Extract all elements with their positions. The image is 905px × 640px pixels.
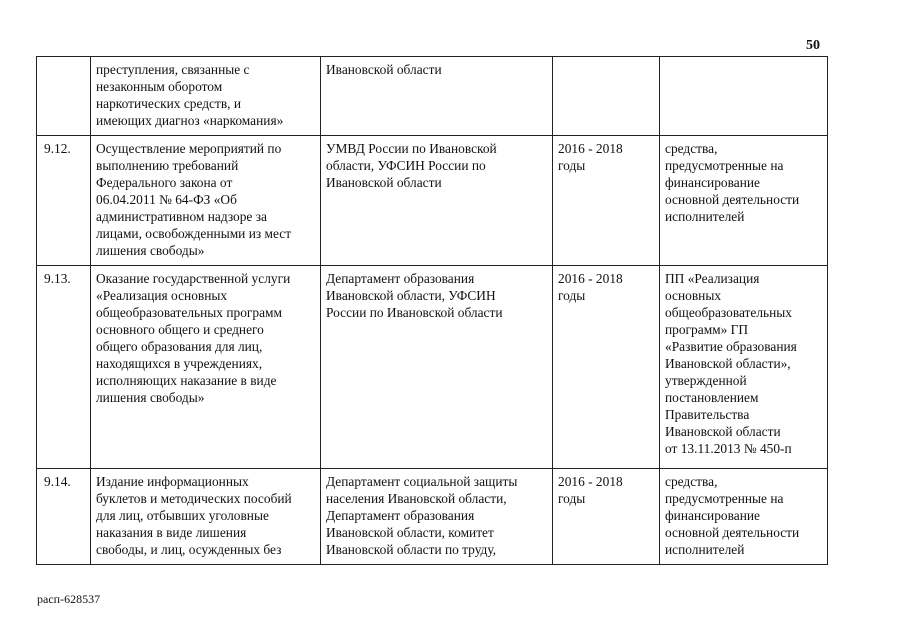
funding-cell: средства, предусмотренные на финансирование основной деятельности исполнителей [660,136,828,266]
activity-cell: Оказание государственной услуги «Реализация основных общеобразовательных программ основного общего и среднего общего образования для лиц, находящихся в учреждениях, исполняющих наказание в виде лишения свободы» [91,266,321,469]
table-row [37,136,828,266]
period-cell: 2016 - 2018 годы [553,136,660,266]
funding-cell: средства, предусмотренные на финансирование основной деятельности исполнителей [660,469,828,565]
row-number-cell [37,57,91,136]
activities-table [36,56,828,565]
activity-cell: Осуществление мероприятий по выполнению требований Федерального закона от 06.04.2011 № 64-ФЗ «Об административном надзоре за лицами, освобожденными из мест лишения свободы» [91,136,321,266]
executor-cell: Ивановской области [321,57,553,136]
activity-cell: преступления, связанные с незаконным оборотом наркотических средств, и имеющих диагноз «наркомания» [91,57,321,136]
funding-cell: ПП «Реализация основных общеобразовательных программ» ГП «Развитие образования Ивановской области», утвержденной постановлением Правительства Ивановской области от 13.11.2013 № 450-п [660,266,828,469]
table-row [37,266,828,469]
executor-cell: УМВД России по Ивановской области, УФСИН России по Ивановской области [321,136,553,266]
period-cell: 2016 - 2018 годы [553,266,660,469]
period-cell [553,57,660,136]
document-code: расп-628537 [37,592,101,606]
table-row [37,469,828,565]
table-row [37,57,828,136]
row-number-cell: 9.12. [37,136,91,266]
activity-cell: Издание информационных буклетов и методических пособий для лиц, отбывших уголовные наказания в виде лишения свободы, и лиц, осужденных без [91,469,321,565]
period-cell: 2016 - 2018 годы [553,469,660,565]
page-number: 50 [806,38,820,53]
executor-cell: Департамент социальной защиты населения Ивановской области, Департамент образования Ивановской области, комитет Ивановской области по труду, [321,469,553,565]
row-number-cell: 9.13. [37,266,91,469]
funding-cell [660,57,828,136]
row-number-cell: 9.14. [37,469,91,565]
executor-cell: Департамент образования Ивановской области, УФСИН России по Ивановской области [321,266,553,469]
